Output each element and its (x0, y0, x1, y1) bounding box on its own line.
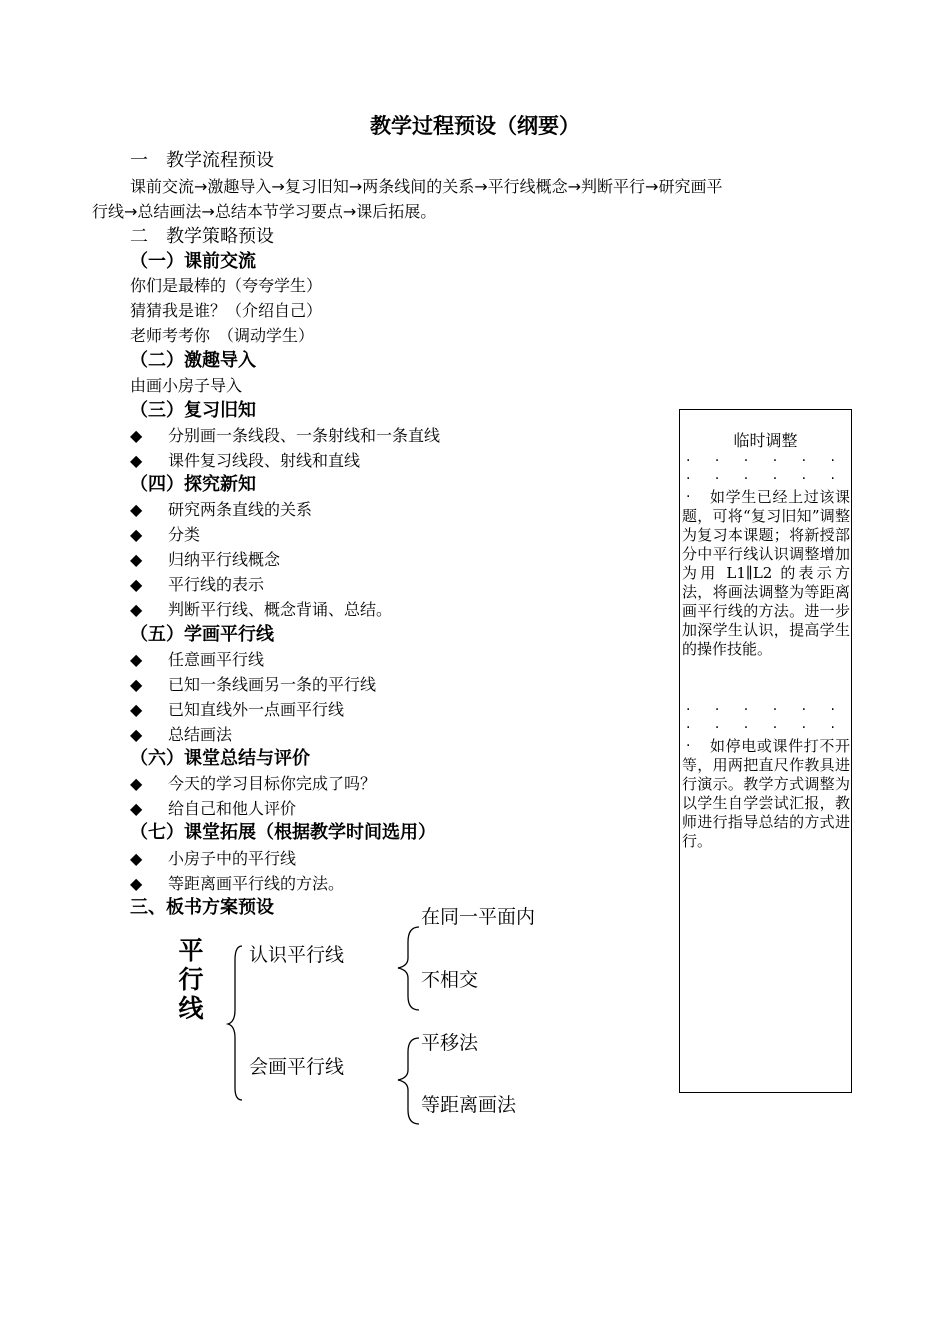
part2-heading: （二）激趣导入 (130, 350, 256, 371)
sidebar-para-1: 如学生已经上过该课题，可将“复习旧知”调整为复习本课题；将新授部分中平行线认识调整增加为用 L1∥L2 的表示方法，将画法调整为等距离画平行线的方法。进一步加深学生认识，提高学生的操作技能。 (682, 488, 850, 658)
list-item: ◆ 小房子中的平行线 (130, 849, 297, 868)
adjustment-sidebar (679, 409, 852, 1093)
list-item: ◆ 等距离画平行线的方法。 (130, 874, 345, 893)
diamond-bullet-icon: ◆ (130, 451, 143, 470)
part1-line-2: 猜猜我是谁？（介绍自己） (130, 301, 323, 320)
sidebar-dots-2: · · · · · · · · · · · · · (686, 702, 845, 754)
list-item: ◆ 已知直线外一点画平行线 (130, 700, 345, 719)
diamond-bullet-icon: ◆ (130, 799, 143, 818)
list-item: ◆ 已知一条线画另一条的平行线 (130, 675, 377, 694)
section3-heading: 三、板书方案预设 (130, 897, 274, 918)
board-branch-2-label: 会画平行线 (249, 1056, 345, 1078)
sidebar-title: 临时调整 (733, 431, 798, 450)
list-item: ◆ 今天的学习目标你完成了吗？ (130, 774, 377, 793)
list-item: ◆ 研究两条直线的关系 (130, 500, 313, 519)
part7-heading: （七）课堂拓展（根据教学时间选用） (130, 822, 436, 843)
list-item: ◆ 课件复习线段、射线和直线 (130, 451, 361, 470)
diamond-bullet-icon: ◆ (130, 575, 143, 594)
part3-heading: （三）复习旧知 (130, 400, 256, 421)
flow-line-2: 行线→总结画法→总结本节学习要点→课后拓展。 (92, 202, 437, 221)
document-title: 教学过程预设（纲要） (370, 114, 580, 138)
section2-heading: 二 教学策略预设 (130, 226, 274, 247)
board-branch-2-child-2: 等距离画法 (421, 1094, 517, 1116)
board-branch-1-label: 认识平行线 (249, 944, 345, 966)
part5-heading: （五）学画平行线 (130, 624, 274, 645)
part2-line-1: 由画小房子导入 (130, 376, 243, 395)
diamond-bullet-icon: ◆ (130, 874, 143, 893)
main-brace (228, 946, 242, 1100)
part1-heading: （一）课前交流 (130, 251, 256, 272)
list-item: ◆ 判断平行线、概念背诵、总结。 (130, 600, 393, 619)
part1-line-1: 你们是最棒的（夸夸学生） (130, 276, 323, 295)
sidebar-para-2: 如停电或课件打不开等，用两把直尺作教具进行演示。教学方式调整为以学生自学尝试汇报，教师进行指导总结的方式进行。 (682, 737, 850, 850)
diamond-bullet-icon: ◆ (130, 550, 143, 569)
diamond-bullet-icon: ◆ (130, 849, 143, 868)
flow-line-1: 课前交流→激趣导入→复习旧知→两条线间的关系→平行线概念→判断平行→研究画平 (130, 177, 723, 196)
list-item: ◆ 给自己和他人评价 (130, 799, 297, 818)
diamond-bullet-icon: ◆ (130, 774, 143, 793)
branch-1-brace (398, 927, 419, 1010)
section1-heading: 一 教学流程预设 (130, 150, 274, 171)
list-item: ◆ 分类 (130, 525, 201, 544)
board-branch-1-child-2: 不相交 (421, 969, 479, 991)
part6-heading: （六）课堂总结与评价 (130, 748, 310, 769)
board-branch-1-child-1: 在同一平面内 (421, 906, 536, 928)
diamond-bullet-icon: ◆ (130, 525, 143, 544)
board-main-topic: 平 行 线 (178, 936, 204, 1023)
part1-line-3: 老师考考你 （调动学生） (130, 326, 315, 345)
diamond-bullet-icon: ◆ (130, 675, 143, 694)
part4-heading: （四）探究新知 (130, 474, 256, 495)
list-item: ◆ 分别画一条线段、一条射线和一条直线 (130, 426, 441, 445)
diamond-bullet-icon: ◆ (130, 725, 143, 744)
sidebar-dots-1: · · · · · · · · · · · · · (686, 453, 845, 505)
diamond-bullet-icon: ◆ (130, 700, 143, 719)
list-item: ◆ 任意画平行线 (130, 650, 265, 669)
list-item: ◆ 平行线的表示 (130, 575, 265, 594)
diamond-bullet-icon: ◆ (130, 600, 143, 619)
list-item: ◆ 归纳平行线概念 (130, 550, 281, 569)
board-branch-2-child-1: 平移法 (421, 1032, 479, 1054)
diamond-bullet-icon: ◆ (130, 500, 143, 519)
diamond-bullet-icon: ◆ (130, 650, 143, 669)
diamond-bullet-icon: ◆ (130, 426, 143, 445)
branch-2-brace (398, 1038, 419, 1124)
list-item: ◆ 总结画法 (130, 725, 233, 744)
